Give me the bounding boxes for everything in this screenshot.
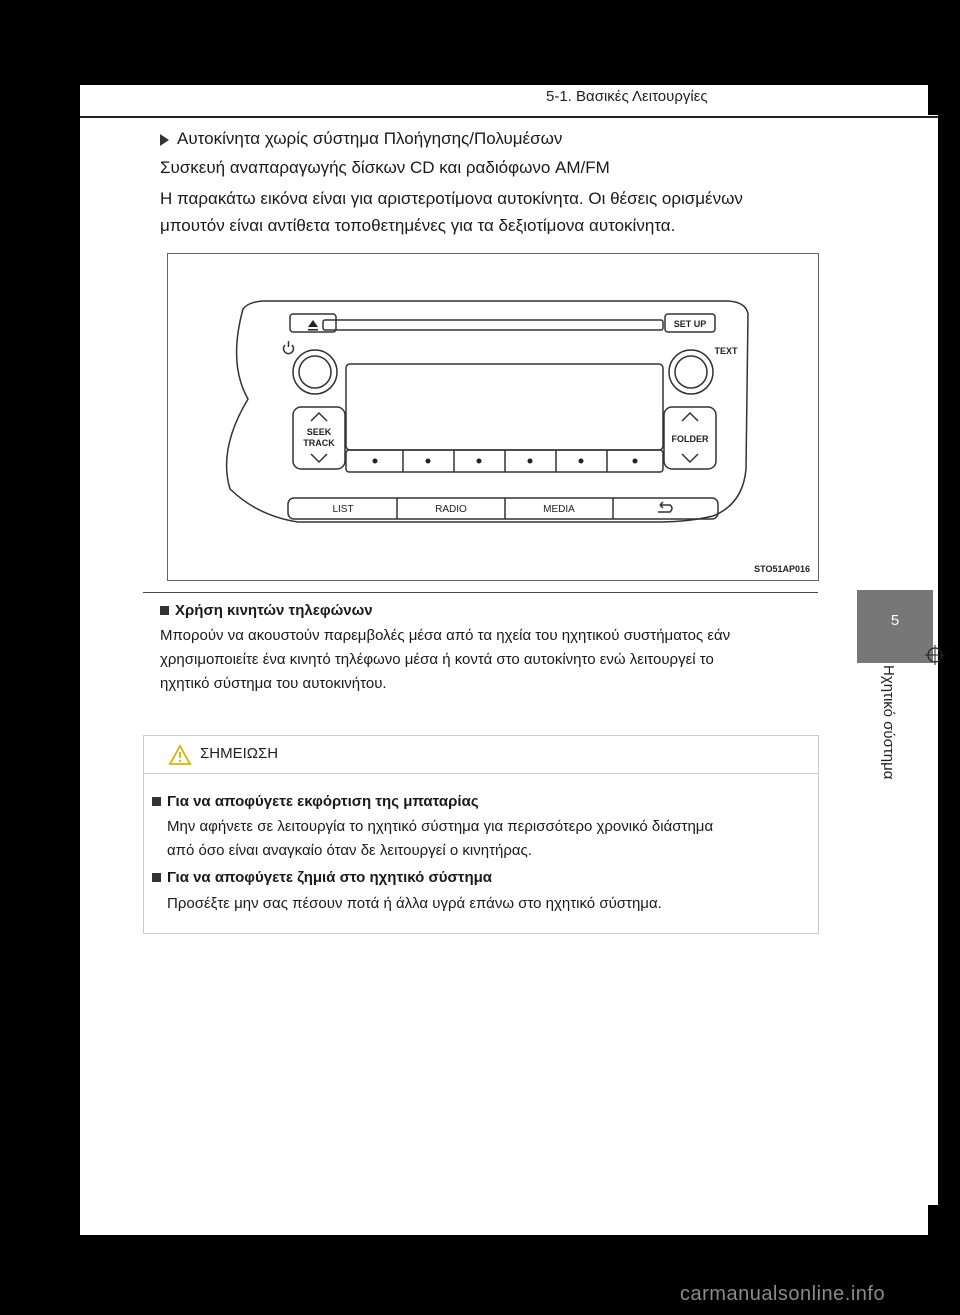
seek-down-icon [311,454,327,462]
intro-heading: Αυτοκίνητα χωρίς σύστημα Πλοήγησης/Πολυμέσων [160,125,562,152]
intro-subheading: Συσκευή αναπαραγωγής δίσκων CD και ραδιόφωνο AM/FM [160,158,610,177]
folder-up-icon [682,413,698,421]
notice-title: ΣΗΜΕΙΩΣΗ [200,745,279,762]
seek-up-icon [311,413,327,421]
intro-note-line1: Η παρακάτω εικόνα είναι για αριστεροτίμονα αυτοκίνητα. Οι θέσεις ορισμένων [160,189,743,208]
audio-unit-figure [167,253,819,581]
square-bullet-icon [152,797,161,806]
media-label: MEDIA [543,504,575,515]
folder-down-icon [682,454,698,462]
intro-note-line2: μπουτόν είναι αντίθετα τοποθετημένες για τα δεξιοτίμονα αυτοκίνητα. [160,216,676,235]
seek-label: SEEK [306,427,332,437]
triangle-bullet-icon [160,134,169,146]
corner-mark-bottom [928,1205,938,1235]
eject-icon [308,320,318,331]
square-bullet-icon [152,873,161,882]
notice-item2-heading: Για να αποφύγετε ζημιά στο ηχητικό σύστημα [152,864,492,891]
notice-item2-paragraph: Προσέξτε μην σας πέσουν ποτά ή άλλα υγρά επάνω στο ηχητικό σύστημα. [167,895,662,912]
corner-mark-top [928,85,938,115]
track-label: TRACK [303,438,335,448]
cd-slot [323,320,663,330]
text-label: TEXT [714,346,738,356]
list-label: LIST [332,504,354,515]
watermark: carmanualsonline.info [680,1283,886,1305]
display-screen [346,364,663,450]
chapter-number: 5 [890,612,900,629]
audio-unit-drawing [168,254,818,580]
faceplate-outline [227,301,748,522]
notice-header [144,736,818,774]
folder-label: FOLDER [671,434,709,444]
section-separator [143,592,818,593]
back-icon [658,502,672,512]
mobile-heading: Χρήση κινητών τηλεφώνων [160,597,373,624]
notice-item1-heading: Για να αποφύγετε εκφόρτιση της μπαταρίας [152,788,479,815]
registration-mark-icon [925,645,945,665]
mobile-paragraph: Μπορούν να ακουστούν παρεμβολές μέσα από τα ηχεία του ηχητικού συστήματος εάν χρησιμοποιείτε ένα κινητό τηλέφωνο μέσα ή κοντά στο αυτοκίνητο ενώ λειτουργεί το ηχητικό σύστημα του αυτοκινήτου. [160,627,731,692]
square-bullet-icon [160,606,169,615]
radio-label: RADIO [435,504,467,515]
power-icon [284,341,294,354]
chapter-tab [857,590,933,663]
warning-triangle-icon [168,744,192,766]
chapter-label: Ηχητικό σύστημα [880,665,897,780]
setup-label: SET UP [673,319,707,329]
header-rule [80,116,938,118]
figure-code: STO51AP016 [754,564,810,574]
section-header: 5-1. Βασικές Λειτουργίες [546,88,708,105]
notice-item1-paragraph: Μην αφήνετε σε λειτουργία το ηχητικό σύστημα για περισσότερο χρονικό διάστημα από όσο είναι αναγκαίο όταν δε λειτουργεί ο κινητήρας. [167,818,714,859]
